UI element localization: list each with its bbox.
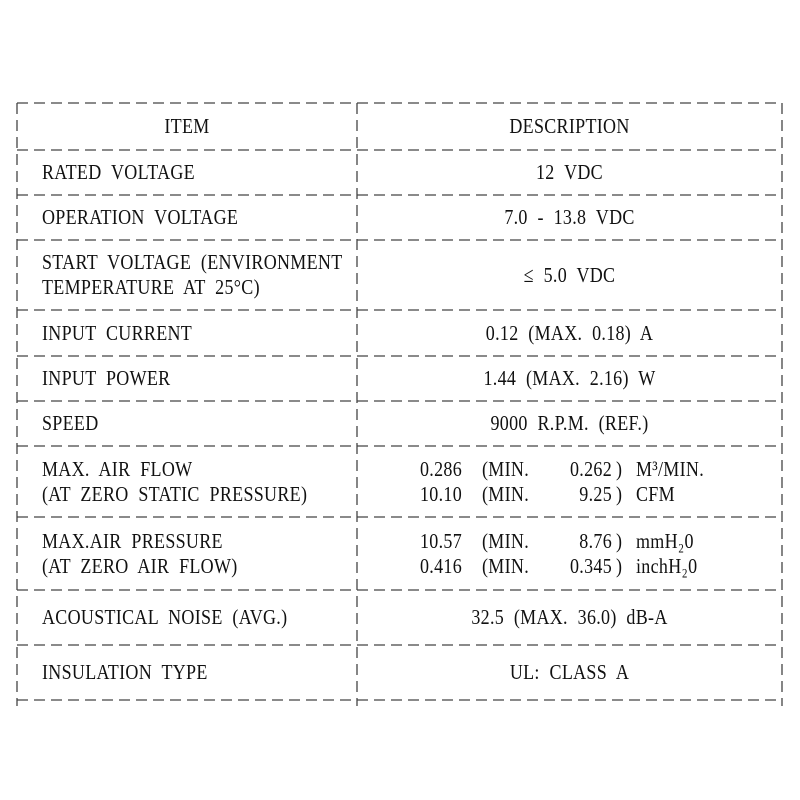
spec-row-rated-voltage (17, 150, 782, 195)
item-cell (17, 517, 357, 590)
description-cell (357, 310, 782, 356)
min-label: (MIN. (482, 528, 529, 553)
spec-line (420, 479, 782, 509)
header-description-label: DESCRIPTION (509, 113, 630, 138)
spec-row-start-voltage (17, 240, 782, 310)
description-value: ≤ 5.0 VDC (523, 262, 616, 287)
min-value: 8.76 (579, 528, 612, 553)
spec-row-max-air-pressure (17, 517, 782, 590)
item-cell (17, 446, 357, 517)
min-label: (MIN. (482, 456, 529, 481)
min-label: (MIN. (482, 481, 529, 506)
min-value: 9.25 (579, 481, 612, 506)
spec-row-max-air-flow (17, 446, 782, 517)
min-value: 0.262 (570, 456, 612, 481)
item-label: OPERATION VOLTAGE (42, 204, 239, 229)
description-value: 1.44 (MAX. 2.16) W (483, 365, 656, 390)
description-cell (357, 446, 782, 517)
description-cell (357, 645, 782, 700)
table-header-row (17, 103, 782, 150)
close-paren: ) (616, 481, 623, 506)
nominal-value: 10.10 (420, 481, 462, 506)
item-cell (17, 590, 357, 645)
nominal-value: 10.57 (420, 528, 462, 553)
spec-row-input-current (17, 310, 782, 356)
spec-row-input-power (17, 356, 782, 401)
description-value: 7.0 - 13.8 VDC (504, 204, 635, 229)
header-description-cell (357, 103, 782, 150)
unit: M³/MIN. (636, 456, 705, 481)
item-label: INSULATION TYPE (42, 659, 208, 684)
spec-line (420, 551, 782, 581)
item-cell (17, 645, 357, 700)
description-cell (357, 240, 782, 310)
description-cell (357, 195, 782, 240)
item-label-line: MAX. AIR FLOW (42, 456, 193, 481)
min-value: 0.345 (570, 553, 612, 578)
unit: inchH₂0 (636, 553, 698, 578)
item-cell (17, 150, 357, 195)
item-label-line: TEMPERATURE AT 25°C) (42, 274, 260, 299)
item-label-line: (AT ZERO AIR FLOW) (42, 553, 238, 578)
item-label-line: (AT ZERO STATIC PRESSURE) (42, 481, 308, 506)
close-paren: ) (616, 456, 623, 481)
item-label: INPUT POWER (42, 365, 171, 390)
description-value: 0.12 (MAX. 0.18) A (485, 320, 654, 345)
description-cell (357, 401, 782, 446)
item-label: ACOUSTICAL NOISE (AVG.) (42, 604, 288, 629)
item-cell (17, 240, 357, 310)
item-cell (17, 356, 357, 401)
close-paren: ) (616, 553, 623, 578)
item-cell (17, 195, 357, 240)
item-label: SPEED (42, 410, 99, 435)
spec-row-insulation-type (17, 645, 782, 700)
header-item-cell (17, 103, 357, 150)
item-cell (17, 401, 357, 446)
description-value: 9000 R.P.M. (REF.) (490, 410, 649, 435)
item-cell (17, 310, 357, 356)
item-label: RATED VOLTAGE (42, 159, 195, 184)
description-cell (357, 150, 782, 195)
unit: mmH₂0 (636, 528, 694, 553)
spec-values (357, 529, 782, 579)
header-item-label: ITEM (164, 113, 210, 138)
spec-table (17, 103, 782, 700)
nominal-value: 0.416 (420, 553, 462, 578)
spec-row-speed (17, 401, 782, 446)
min-label: (MIN. (482, 553, 529, 578)
description-value: UL: CLASS A (509, 659, 630, 684)
nominal-value: 0.286 (420, 456, 462, 481)
item-label-line: MAX.AIR PRESSURE (42, 528, 223, 553)
unit: CFM (636, 481, 675, 506)
close-paren: ) (616, 528, 623, 553)
spec-values (357, 457, 782, 507)
spec-row-operation-voltage (17, 195, 782, 240)
description-cell (357, 517, 782, 590)
item-label-line: START VOLTAGE (ENVIRONMENT (42, 249, 343, 274)
description-value: 32.5 (MAX. 36.0) dB-A (471, 604, 668, 629)
description-cell (357, 356, 782, 401)
description-cell (357, 590, 782, 645)
spec-row-acoustical-noise (17, 590, 782, 645)
description-value: 12 VDC (536, 159, 603, 184)
item-label: INPUT CURRENT (42, 320, 193, 345)
